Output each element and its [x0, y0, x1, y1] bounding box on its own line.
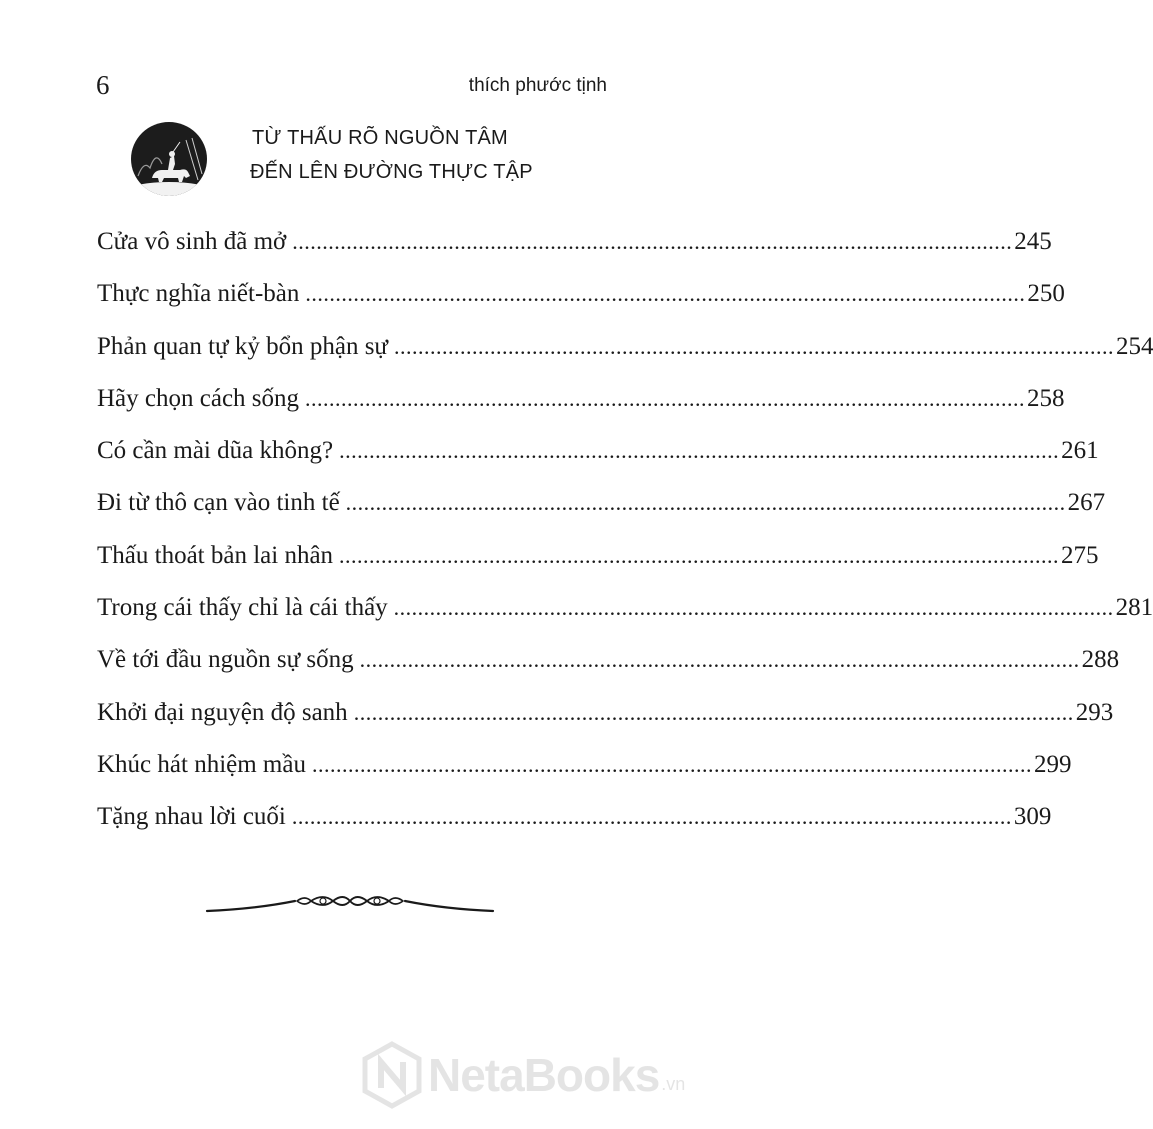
toc-entry-title: Khởi đại nguyện độ sanh	[97, 698, 348, 726]
toc-leader-dots: ........................................................................................................................	[339, 438, 1060, 464]
toc-entry-title: Phản quan tự kỷ bổn phận sự	[97, 332, 388, 360]
toc-entry	[97, 268, 1065, 320]
toc-entry	[97, 739, 1072, 791]
toc-entry	[97, 477, 1106, 529]
toc-entry-page: 293	[1075, 698, 1114, 726]
toc-entry	[97, 373, 1065, 425]
toc-entry	[97, 530, 1099, 582]
table-of-contents	[97, 216, 1153, 844]
toc-entry	[97, 791, 1052, 843]
toc-leader-dots: ........................................................................................................................	[305, 281, 1026, 307]
toc-entry-title: Thấu thoát bản lai nhân	[97, 541, 334, 569]
toc-entry-page: 258	[1027, 384, 1065, 412]
toc-entry	[97, 216, 1052, 268]
toc-entry-page: 267	[1067, 489, 1106, 517]
flourish-divider-icon	[205, 889, 495, 925]
toc-entry-page: 281	[1115, 594, 1153, 622]
toc-entry	[97, 687, 1114, 739]
running-head: thích phước tịnh	[468, 75, 607, 96]
toc-leader-dots: ........................................................................................................................	[393, 333, 1114, 359]
toc-entry-page: 275	[1061, 541, 1099, 569]
toc-entry-title: Về tới đầu nguồn sự sống	[97, 646, 354, 674]
toc-entry-title: Trong cái thấy chỉ là cái thấy	[97, 594, 388, 622]
toc-leader-dots: ........................................................................................................................	[353, 699, 1074, 725]
toc-entry-title: Cửa vô sinh đã mở	[97, 228, 287, 255]
page-number: 6	[96, 70, 110, 100]
toc-entry-page: 254	[1115, 332, 1153, 360]
toc-entry-page: 299	[1033, 750, 1072, 778]
watermark-brand: NetaBooks	[428, 1049, 660, 1101]
toc-entry-page: 288	[1081, 646, 1120, 674]
toc-leader-dots: ........................................................................................................................	[345, 490, 1066, 516]
toc-entry-title: Khúc hát nhiệm mầu	[97, 750, 306, 778]
toc-entry-title: Tặng nhau lời cuối	[97, 803, 286, 831]
toc-entry	[97, 634, 1120, 686]
toc-entry-page: 245	[1014, 228, 1052, 255]
toc-leader-dots: ........................................................................................................................	[305, 385, 1026, 411]
section-title-line-2: ĐẾN LÊN ĐƯỜNG THỰC TẬP	[250, 161, 533, 183]
section-title-line-1: TỪ THẤU RÕ NGUỒN TÂM	[252, 127, 508, 149]
toc-leader-dots: ........................................................................................................................	[291, 804, 1012, 830]
watermark-tld: .vn	[661, 1073, 686, 1094]
toc-entry-page: 250	[1027, 280, 1065, 308]
ox-herding-emblem-icon	[128, 120, 210, 198]
toc-entry	[97, 425, 1099, 477]
toc-leader-dots: ........................................................................................................................	[359, 647, 1080, 673]
toc-entry-page: 261	[1061, 437, 1099, 465]
toc-leader-dots: ........................................................................................................................	[339, 542, 1060, 568]
toc-entry-title: Có cần mài dũa không?	[97, 437, 334, 465]
section-title	[252, 121, 533, 189]
watermark	[362, 1040, 692, 1110]
toc-leader-dots: ........................................................................................................................	[292, 229, 1013, 254]
toc-entry-title: Thực nghĩa niết-bàn	[97, 280, 300, 308]
toc-leader-dots: ........................................................................................................................	[311, 751, 1032, 777]
toc-entry	[97, 582, 1153, 634]
toc-entry-page: 309	[1013, 803, 1052, 831]
netabooks-logo-icon	[362, 1042, 422, 1108]
toc-entry-title: Đi từ thô cạn vào tinh tế	[97, 489, 340, 517]
toc-leader-dots: ........................................................................................................................	[393, 595, 1114, 621]
toc-entry-title: Hãy chọn cách sống	[97, 384, 300, 412]
toc-entry	[97, 321, 1153, 373]
